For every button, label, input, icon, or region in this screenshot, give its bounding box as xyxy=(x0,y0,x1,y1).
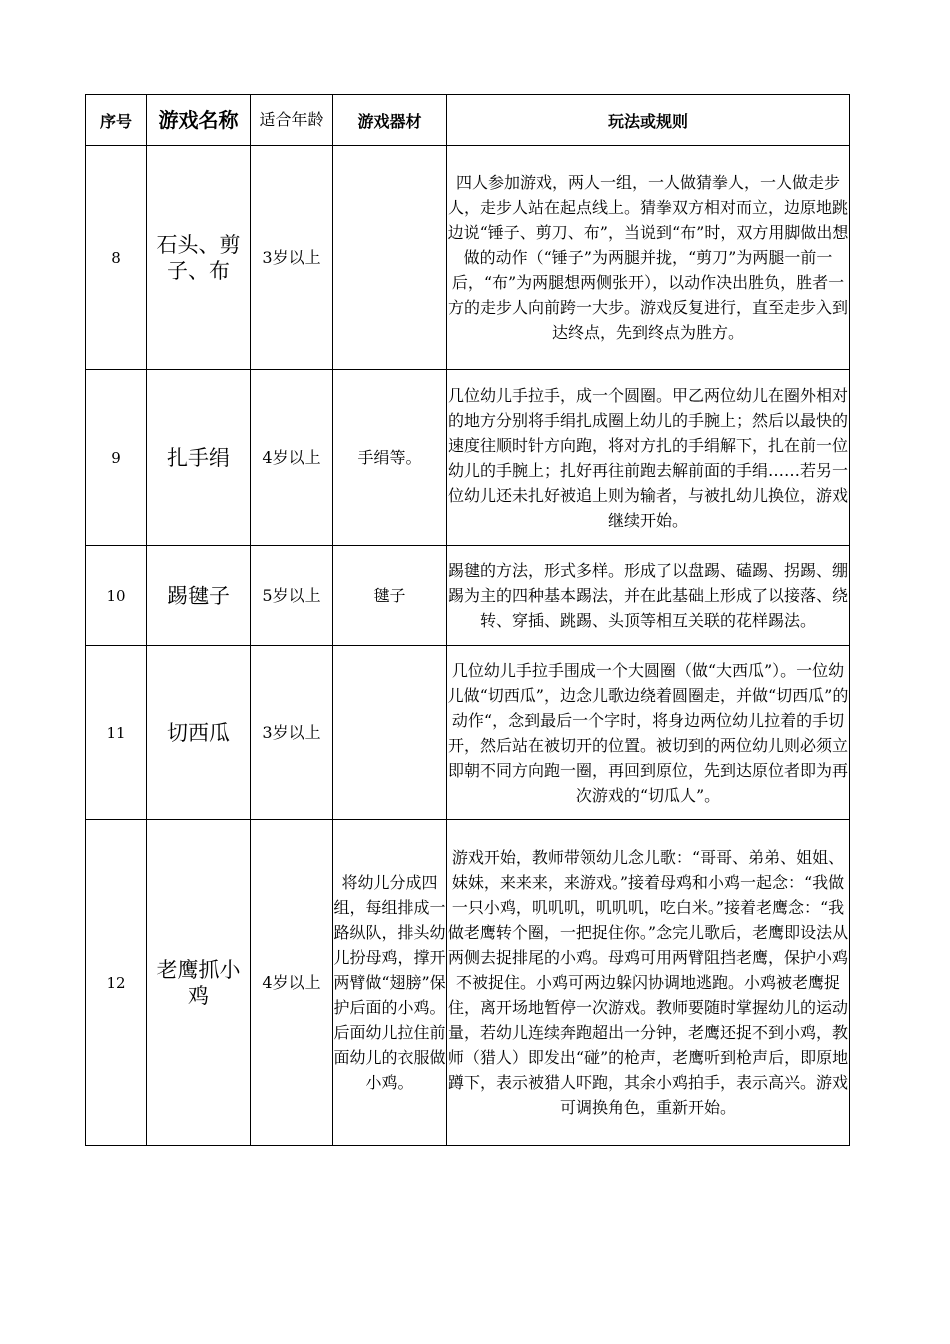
table-row xyxy=(86,146,850,370)
row-equipment xyxy=(333,646,447,820)
row-rules: 几位幼儿手拉手围成一个大圆圈（做“大西瓜”）。一位幼儿做“切西瓜”，边念儿歌边绕着圆圈走，并做“切西瓜”的动作“，念到最后一个字时，将身边两位幼儿拉着的手切开，然后站在被切开的位置。被切到的两位幼儿则必须立即朝不同方向跑一圈，再回到原位，先到达原位者即为再次游戏的“切瓜人”。 xyxy=(447,646,850,820)
row-equipment: 毽子 xyxy=(333,546,447,646)
row-game-name: 扎手绢 xyxy=(147,370,251,546)
header-name: 游戏名称 xyxy=(147,95,251,146)
row-equipment: 手绢等。 xyxy=(333,370,447,546)
table-row xyxy=(86,820,850,1146)
table-row xyxy=(86,370,850,546)
table-header-row xyxy=(86,95,850,146)
header-rules: 玩法或规则 xyxy=(447,95,850,146)
row-age: 5岁以上 xyxy=(251,546,333,646)
table-row xyxy=(86,546,850,646)
row-equipment xyxy=(333,146,447,370)
row-age: 3岁以上 xyxy=(251,146,333,370)
table-row xyxy=(86,646,850,820)
row-game-name: 石头、剪子、布 xyxy=(147,146,251,370)
header-no: 序号 xyxy=(86,95,147,146)
row-rules: 四人参加游戏，两人一组，一人做猜拳人，一人做走步人，走步人站在起点线上。猜拳双方相对而立，边原地跳边说“锤子、剪刀、布”，当说到“布”时，双方用脚做出想做的动作（“锤子”为两腿并拢，“剪刀”为两腿一前一后，“布”为两腿想两侧张开），以动作决出胜负，胜者一方的走步人向前跨一大步。游戏反复进行，直至走步入到达终点，先到终点为胜方。 xyxy=(447,146,850,370)
row-game-name: 切西瓜 xyxy=(147,646,251,820)
row-rules: 游戏开始，教师带领幼儿念儿歌：“哥哥、弟弟、姐姐、妹妹，来来来，来游戏。”接着母鸡和小鸡一起念：“我做一只小鸡，叽叽叽，叽叽叽，吃白米。”接着老鹰念：“我做老鹰转个圈，一把捉住你。”念完儿歌后，老鹰即设法从两侧去捉排尾的小鸡。母鸡可用两臂阻挡老鹰，保护小鸡不被捉住。小鸡可两边躲闪协调地逃跑。小鸡被老鹰捉住，离开场地暂停一次游戏。教师要随时掌握幼儿的运动量，若幼儿连续奔跑超出一分钟，老鹰还捉不到小鸡，教师（猎人）即发出“碰”的枪声，老鹰听到枪声后，即原地蹲下，表示被猎人吓跑，其余小鸡拍手，表示高兴。游戏可调换角色，重新开始。 xyxy=(447,820,850,1146)
games-table xyxy=(85,94,850,1146)
row-no: 8 xyxy=(86,146,147,370)
row-equipment: 将幼儿分成四组，每组排成一路纵队，排头幼儿扮母鸡，撑开两臂做“翅膀”保护后面的小鸡。后面幼儿拉住前面幼儿的衣服做小鸡。 xyxy=(333,820,447,1146)
row-rules: 几位幼儿手拉手，成一个圆圈。甲乙两位幼儿在圈外相对的地方分别将手绢扎成圈上幼儿的手腕上；然后以最快的速度往顺时针方向跑，将对方扎的手绢解下，扎在前一位幼儿的手腕上；扎好再往前跑去解前面的手绢……若另一位幼儿还未扎好被追上则为输者，与被扎幼儿换位，游戏继续开始。 xyxy=(447,370,850,546)
header-age: 适合年龄 xyxy=(251,95,333,146)
row-no: 9 xyxy=(86,370,147,546)
row-no: 10 xyxy=(86,546,147,646)
row-game-name: 老鹰抓小鸡 xyxy=(147,820,251,1146)
row-age: 3岁以上 xyxy=(251,646,333,820)
row-age: 4岁以上 xyxy=(251,820,333,1146)
row-age: 4岁以上 xyxy=(251,370,333,546)
row-no: 11 xyxy=(86,646,147,820)
row-game-name: 踢毽子 xyxy=(147,546,251,646)
header-equipment: 游戏器材 xyxy=(333,95,447,146)
row-rules: 踢毽的方法，形式多样。形成了以盘踢、磕踢、拐踢、绷踢为主的四种基本踢法，并在此基础上形成了以接落、绕转、穿插、跳踢、头顶等相互关联的花样踢法。 xyxy=(447,546,850,646)
row-no: 12 xyxy=(86,820,147,1146)
